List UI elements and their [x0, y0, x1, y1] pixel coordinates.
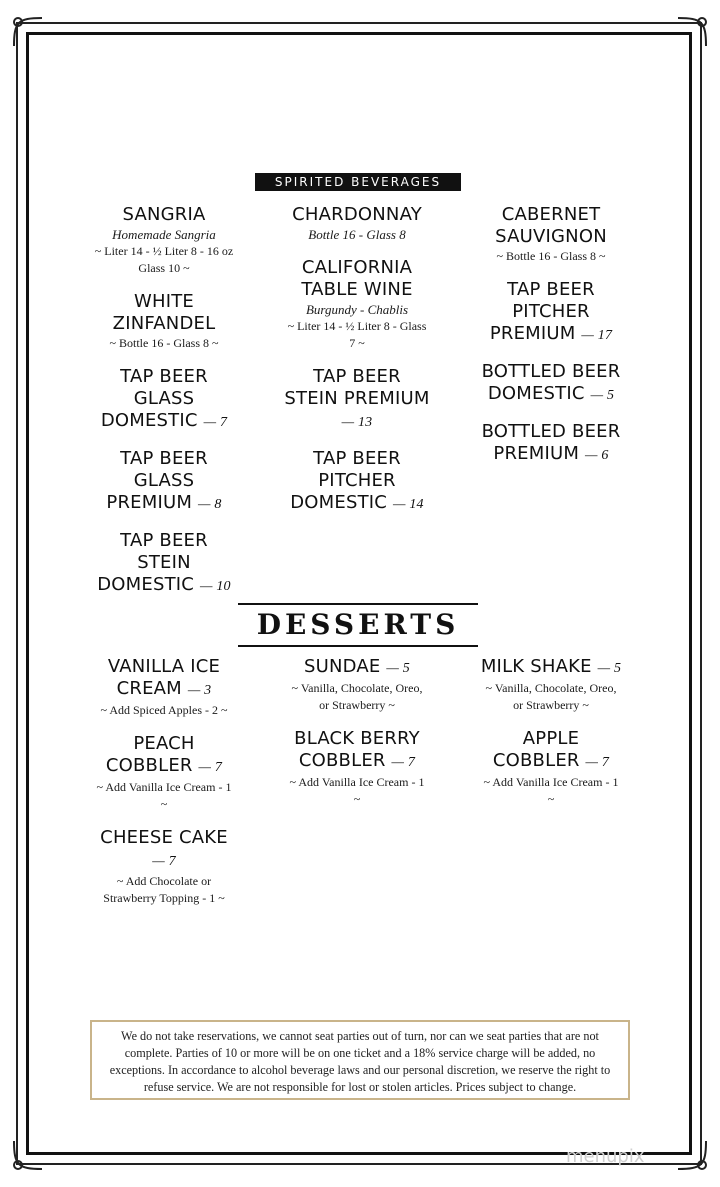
menu-item: [284, 257, 430, 352]
menu-item: [284, 448, 430, 516]
item-price: — 10: [200, 579, 231, 594]
menu-item: [284, 366, 430, 434]
divider: [238, 645, 478, 647]
item-note: ~ Add Vanilla Ice Cream - 1 ~: [96, 780, 232, 811]
item-name: TAP BEER PITCHER PREMIUM: [489, 279, 595, 344]
item-name: TAP BEER GLASS PREMIUM: [106, 448, 208, 513]
menu-item: [94, 656, 234, 719]
item-note: ~ Bottle 16 - Glass 8 ~: [496, 249, 606, 263]
item-price: — 7: [391, 755, 416, 770]
menu-item: [287, 656, 427, 714]
menu-item: [284, 204, 430, 243]
item-name: BOTTLED BEER DOMESTIC: [481, 361, 621, 404]
menu-item: [94, 827, 234, 907]
spirited-column-2: [284, 204, 430, 530]
item-name: CALIFORNIA TABLE WINE: [301, 257, 413, 300]
item-price: — 7: [585, 755, 610, 770]
desserts-heading: [238, 603, 478, 647]
menu-item: [480, 279, 622, 347]
item-note: ~ Add Spiced Apples - 2 ~: [100, 703, 228, 717]
menu-item: [94, 366, 234, 434]
desserts-column-1: [94, 656, 234, 921]
menu-item: [480, 204, 622, 265]
item-name: TAP BEER STEIN DOMESTIC: [97, 530, 208, 595]
item-price: — 6: [585, 448, 609, 463]
menu-item: [94, 530, 234, 598]
menu-item: [94, 204, 234, 277]
item-description: Burgundy - Chablis: [305, 302, 409, 317]
item-price: — 17: [581, 328, 613, 343]
item-description: Bottle 16 - Glass 8: [308, 227, 406, 242]
menu-item: [480, 421, 622, 467]
menu-item: [94, 448, 234, 516]
item-name: SUNDAE: [304, 656, 381, 677]
item-name: BOTTLED BEER PREMIUM: [481, 421, 621, 464]
item-price: — 3: [187, 683, 212, 698]
item-name: SANGRIA: [122, 204, 206, 225]
item-price: — 5: [386, 661, 410, 676]
menu-item: [94, 733, 234, 813]
watermark: menupix: [566, 1146, 645, 1167]
spirited-column-3: [480, 204, 622, 481]
item-price: — 7: [198, 760, 223, 775]
item-note: ~ Bottle 16 - Glass 8 ~: [109, 336, 219, 350]
item-note: ~ Vanilla, Chocolate, Oreo, or Strawberry ~: [485, 681, 617, 712]
menu-item: [480, 728, 622, 808]
desserts-column-3: [480, 656, 622, 822]
item-name: CHEESE CAKE: [100, 827, 228, 848]
item-name: TAP BEER GLASS DOMESTIC: [100, 366, 208, 431]
item-name: WHITE ZINFANDEL: [112, 291, 216, 334]
menu-item: [480, 361, 622, 407]
item-name: APPLE COBBLER: [492, 728, 580, 771]
item-note: ~ Add Vanilla Ice Cream - 1 ~: [289, 775, 425, 806]
menu-item: [480, 656, 622, 714]
item-name: PEACH COBBLER: [105, 733, 195, 776]
item-note: ~ Vanilla, Chocolate, Oreo, or Strawberry ~: [291, 681, 423, 712]
item-note: ~ Liter 14 - ½ Liter 8 - 16 oz Glass 10 ~: [94, 244, 234, 275]
item-name: TAP BEER STEIN PREMIUM: [284, 366, 430, 409]
item-note: ~ Add Chocolate or Strawberry Topping - 1 ~: [103, 874, 225, 905]
policy-disclaimer: We do not take reservations, we cannot seat parties out of turn, nor can we seat parties that are not complete. Parties of 10 or more will be on one ticket and a 18% service charge will be added, no exceptions. In accordance to alcohol beverage laws and our personal discretion, we reserve the right to refuse service. We are not responsible for lost or stolen articles. Prices subject to change.: [90, 1020, 630, 1100]
item-price: — 14: [393, 497, 424, 512]
item-price: — 7: [203, 415, 228, 430]
item-name: TAP BEER PITCHER DOMESTIC: [290, 448, 401, 513]
desserts-column-2: [287, 656, 427, 822]
item-price: — 13: [341, 415, 373, 430]
item-description: Homemade Sangria: [112, 227, 216, 242]
menu-item: [287, 728, 427, 808]
spirited-beverages-banner: [255, 171, 461, 193]
item-name: CHARDONNAY: [292, 204, 422, 225]
item-name: BLACK BERRY COBBLER: [294, 728, 420, 771]
item-price: — 5: [597, 661, 622, 676]
item-name: VANILLA ICE CREAM: [107, 656, 221, 699]
corner-flourish-icon: [672, 12, 712, 52]
item-price: — 5: [590, 388, 615, 403]
item-name: MILK SHAKE: [480, 656, 592, 677]
corner-flourish-icon: [8, 1135, 48, 1175]
item-note: ~ Liter 14 - ½ Liter 8 - Glass 7 ~: [287, 319, 427, 350]
corner-flourish-icon: [672, 1135, 712, 1175]
menu-item: [94, 291, 234, 352]
divider: [238, 603, 478, 605]
section-title: DESSERTS: [256, 608, 460, 641]
spirited-column-1: [94, 204, 234, 612]
corner-flourish-icon: [8, 12, 48, 52]
section-title: SPIRITED BEVERAGES: [255, 173, 461, 191]
item-note: ~ Add Vanilla Ice Cream - 1 ~: [483, 775, 619, 806]
item-name: CABERNET SAUVIGNON: [495, 204, 607, 247]
item-price: — 8: [198, 497, 222, 512]
item-price: — 7: [152, 854, 176, 869]
